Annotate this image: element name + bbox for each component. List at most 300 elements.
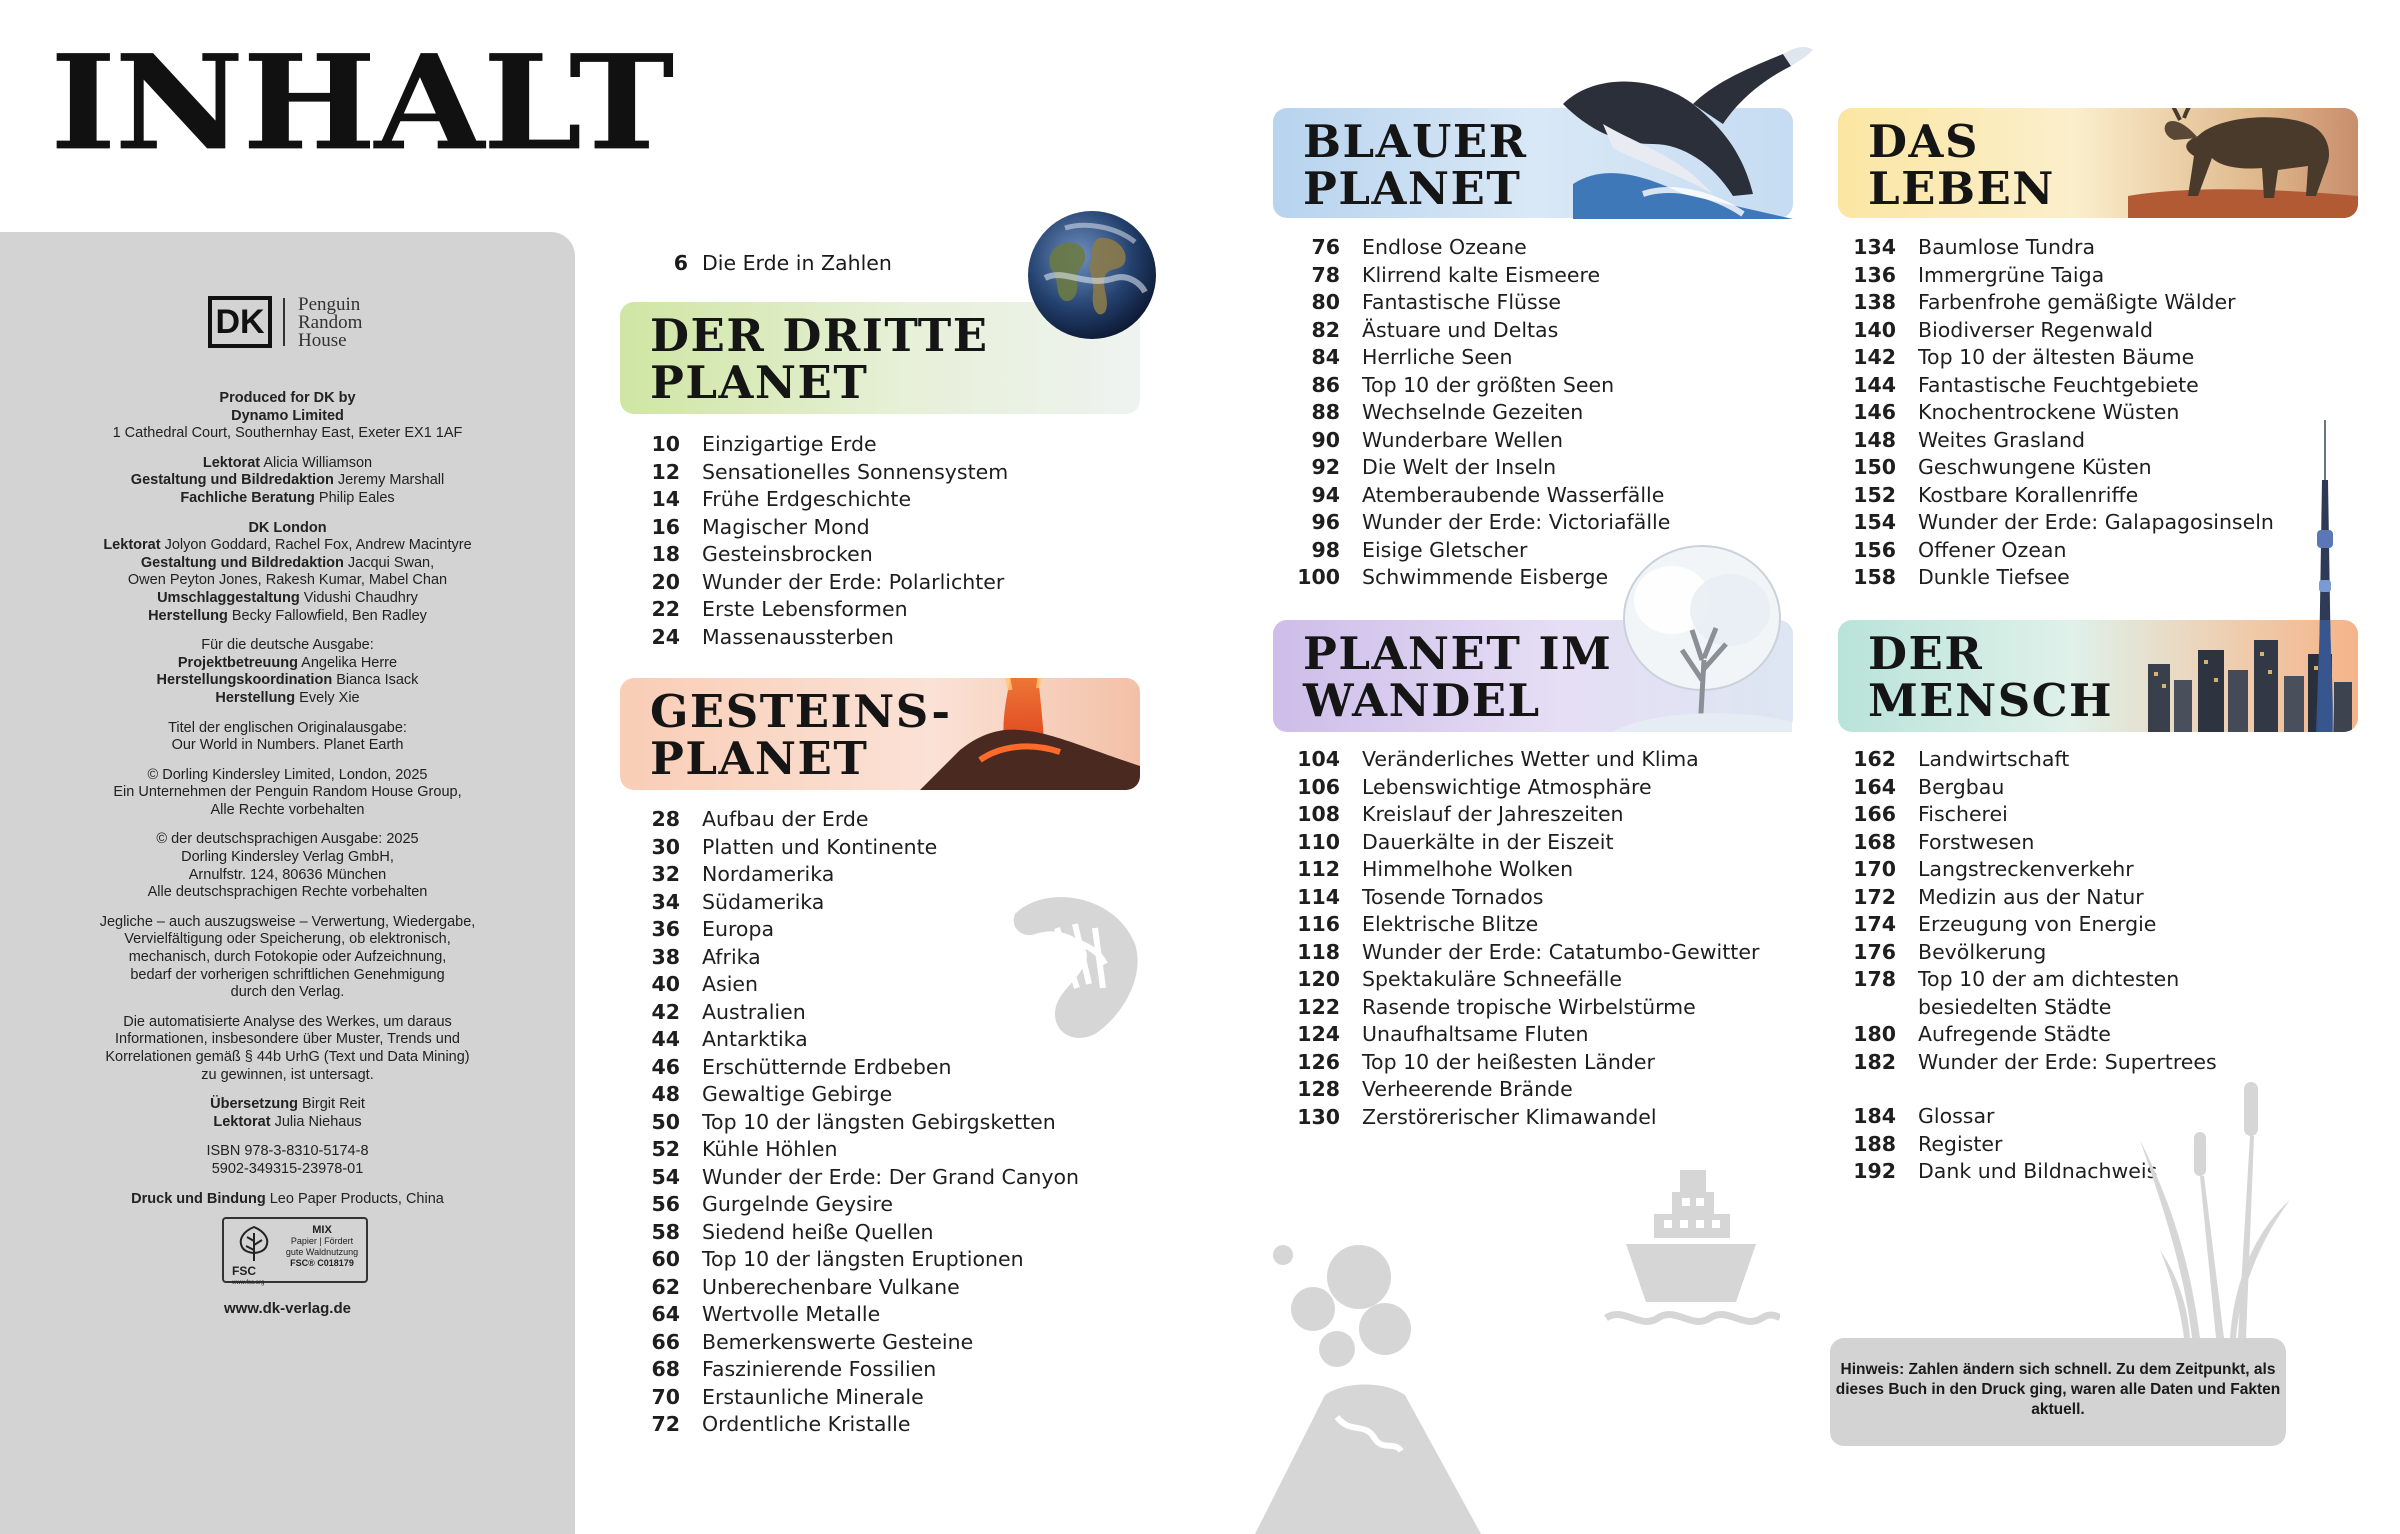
- imprint-line: [0, 490, 575, 508]
- toc-entry[interactable]: [1853, 774, 2217, 802]
- entry-title: Ästuare und Deltas: [1362, 317, 1559, 342]
- imprint-value: Philip Eales: [318, 489, 395, 506]
- imprint-value: Alle deutschsprachigen Rechte vorbehalten: [147, 884, 428, 901]
- imprint-value: Evely Xie: [299, 689, 360, 706]
- entry-title: Biodiverser Regenwald: [1918, 317, 2154, 342]
- imprint-value: zu gewinnen, ist untersagt.: [201, 1066, 374, 1083]
- page-number: 94: [1311, 482, 1340, 507]
- imprint-block: [0, 1191, 575, 1209]
- page-number: 50: [651, 1109, 680, 1134]
- toc-entry[interactable]: [1853, 372, 2274, 400]
- toc-entry[interactable]: [1853, 317, 2274, 345]
- page-number: 66: [651, 1329, 680, 1354]
- intro-entry[interactable]: [673, 250, 962, 278]
- page-number: 162: [1853, 747, 1896, 771]
- imprint-value: Informationen, insbesondere über Muster, Trends und: [115, 1031, 460, 1048]
- toc-entry[interactable]: [1853, 939, 2217, 967]
- page-number: 120: [1297, 967, 1340, 991]
- imprint-block: [0, 520, 575, 626]
- page-number: 100: [1297, 565, 1340, 589]
- toc-entry[interactable]: [1853, 454, 2274, 482]
- page-number: 88: [1311, 400, 1340, 424]
- note-text: Hinweis: Zahlen ändern sich schnell. Zu dem Zeitpunkt, als dieses Buch in den Druck ging, waren alle Daten und Fakten aktuell.: [1835, 1361, 2281, 1418]
- entry-title: Dauerkälte in der Eiszeit: [1362, 829, 1614, 854]
- toc-entry[interactable]: [1853, 289, 2274, 317]
- page-number: 154: [1853, 510, 1896, 534]
- imprint-value: Jegliche – auch auszugsweise – Verwertung, Wiedergabe,: [99, 913, 476, 930]
- toc-entry[interactable]: [1853, 1049, 2217, 1077]
- title-line: PLANET: [650, 356, 869, 409]
- imprint-value: Our World in Numbers. Planet Earth: [171, 737, 404, 754]
- entry-title: Landwirtschaft: [1918, 747, 2070, 771]
- imprint-line: [0, 520, 575, 538]
- entry-title: Antarktika: [702, 1027, 808, 1051]
- title-line: MENSCH: [1868, 674, 2114, 727]
- imprint-line: [0, 390, 575, 408]
- toc-entry[interactable]: [1311, 427, 1670, 455]
- page-number: 168: [1853, 829, 1896, 854]
- entry-title: Dank und Bildnachweis: [1918, 1159, 2158, 1183]
- entry-title: Kühle Höhlen: [702, 1137, 838, 1161]
- entry-title: Bevölkerung: [1918, 939, 2047, 964]
- imprint-role: Gestaltung und Bildredaktion: [130, 472, 334, 489]
- toc-entry[interactable]: [1853, 829, 2217, 857]
- imprint-value: Dorling Kindersley Verlag GmbH,: [181, 849, 394, 866]
- imprint-role: Herstellung: [215, 689, 296, 706]
- page-number: 38: [651, 944, 680, 969]
- imprint-line: [0, 984, 575, 1002]
- entry-title: Die Welt der Inseln: [1362, 455, 1557, 479]
- volcano-eruption-photo: [920, 678, 1140, 790]
- toc-entry[interactable]: [1297, 746, 1759, 774]
- page-number: 34: [651, 889, 680, 914]
- imprint-value: 5902-349315-23978-01: [211, 1160, 364, 1177]
- toc-entry[interactable]: [1311, 289, 1670, 317]
- imprint-value: Jolyon Goddard, Rachel Fox, Andrew Macintyre: [164, 537, 472, 554]
- dk-logo-mark: DK: [208, 296, 272, 348]
- toc-entry[interactable]: [1311, 399, 1670, 427]
- page-number: 62: [651, 1274, 680, 1299]
- entry-title: Register: [1918, 1131, 2003, 1156]
- toc-entry[interactable]: [651, 596, 1008, 624]
- imprint-line: [0, 931, 575, 949]
- page-number: 64: [651, 1302, 680, 1326]
- imprint-role: Umschlaggestaltung: [157, 589, 300, 606]
- toc-list-leben: [1853, 234, 2274, 592]
- section-title: [1868, 115, 2055, 215]
- page-number: 16: [651, 514, 680, 539]
- website-link[interactable]: www.dk-verlag.de: [224, 1300, 351, 1317]
- imprint-line: [0, 1191, 575, 1209]
- page-number: 60: [651, 1247, 680, 1271]
- toc-entry[interactable]: [1297, 829, 1759, 857]
- imprint-line: [0, 767, 575, 785]
- entry-title: Medizin aus der Natur: [1918, 884, 2144, 909]
- imprint-line: [0, 914, 575, 932]
- imprint-line: [0, 1049, 575, 1067]
- entry-title: Immergrüne Taiga: [1918, 262, 2105, 287]
- section-title: [1868, 627, 2114, 727]
- toc-entry[interactable]: [1853, 746, 2217, 774]
- toc-entry[interactable]: [1297, 856, 1759, 884]
- page-number: 14: [651, 487, 680, 511]
- toc-entry[interactable]: [651, 1054, 1079, 1082]
- page-number: 44: [651, 1027, 680, 1051]
- toc-entry[interactable]: [1311, 344, 1670, 372]
- toc-entry[interactable]: [1297, 1104, 1759, 1132]
- toc-entry[interactable]: [1297, 939, 1760, 967]
- entry-title: Weites Grasland: [1918, 427, 2086, 452]
- imprint-role: Gestaltung und Bildredaktion: [140, 554, 344, 571]
- toc-entry[interactable]: [651, 541, 1008, 569]
- imprint-role: DK London: [248, 519, 327, 536]
- imprint-line: [0, 572, 575, 590]
- entry-title: Top 10 der längsten Eruptionen: [702, 1247, 1024, 1271]
- toc-entry[interactable]: [1853, 856, 2217, 884]
- toc-entry[interactable]: [651, 1274, 1079, 1302]
- imprint-line: [0, 1114, 575, 1132]
- entry-title: Fischerei: [1918, 802, 2008, 826]
- toc-entry[interactable]: [1853, 482, 2274, 510]
- page-number: 182: [1853, 1049, 1896, 1074]
- entry-title: Top 10 der größten Seen: [1362, 372, 1615, 397]
- page-number: 156: [1853, 537, 1896, 562]
- entry-title: Lebenswichtige Atmosphäre: [1362, 774, 1652, 799]
- toc-entry[interactable]: [1853, 911, 2217, 939]
- imprint-value: ISBN 978-3-8310-5174-8: [206, 1143, 369, 1160]
- toc-entry[interactable]: [1311, 509, 1671, 537]
- entry-title: Wertvolle Metalle: [702, 1302, 881, 1326]
- imprint-value: Ein Unternehmen der Penguin Random House Group,: [113, 784, 462, 801]
- toc-entry[interactable]: [1853, 262, 2274, 290]
- page-number: 40: [651, 972, 680, 996]
- section-banner-mensch[interactable]: [1838, 620, 2358, 732]
- entry-title: Faszinierende Fossilien: [702, 1357, 937, 1381]
- imprint-value: Die automatisierte Analyse des Werkes, um daraus: [123, 1013, 452, 1030]
- title-line: PLANET IM: [1303, 627, 1613, 680]
- toc-entry[interactable]: [651, 431, 1008, 459]
- toc-entry[interactable]: [651, 1384, 1079, 1412]
- title-line: DAS: [1868, 115, 1979, 168]
- page-number: 158: [1853, 565, 1896, 589]
- entry-title: Siedend heiße Quellen: [702, 1219, 934, 1244]
- imprint-line: [0, 555, 575, 573]
- title-line: LEBEN: [1868, 162, 2055, 215]
- page-number: 134: [1853, 235, 1896, 259]
- imprint-role: Herstellungskoordination: [156, 672, 333, 689]
- publisher-line: Penguin: [298, 294, 361, 315]
- entry-title: Kostbare Korallenriffe: [1918, 482, 2139, 507]
- page-number: 178: [1853, 967, 1896, 991]
- imprint-value: 1 Cathedral Court, Southernhay East, Exeter EX1 1AF: [112, 425, 463, 442]
- page-number: 36: [651, 917, 680, 941]
- toc-entry[interactable]: [1297, 994, 1759, 1022]
- imprint-value: © Dorling Kindersley Limited, London, 2025: [147, 766, 428, 783]
- toc-entry[interactable]: [1311, 262, 1670, 290]
- toc-entry[interactable]: [651, 834, 1079, 862]
- imprint-role: Lektorat: [202, 454, 261, 471]
- toc-entry[interactable]: [1853, 966, 2217, 994]
- page-number: 164: [1853, 774, 1896, 799]
- entry-title: Platten und Kontinente: [702, 834, 938, 859]
- entry-title: Aufbau der Erde: [702, 807, 869, 831]
- page-number: 150: [1853, 455, 1896, 479]
- toc-entry[interactable]: [1853, 537, 2274, 565]
- toc-entry[interactable]: [1853, 234, 2274, 262]
- toc-entry[interactable]: [651, 459, 1009, 487]
- entry-title: Offener Ozean: [1918, 537, 2067, 562]
- toc-entry[interactable]: [651, 1136, 1079, 1164]
- entry-title: Die Erde in Zahlen: [702, 251, 892, 275]
- entry-title: Erzeugung von Energie: [1918, 912, 2157, 936]
- imprint-value: Jeremy Marshall: [337, 472, 445, 489]
- toc-entry[interactable]: [651, 1219, 1079, 1247]
- page-number: 54: [651, 1164, 680, 1189]
- toc-entry[interactable]: [1297, 1076, 1759, 1104]
- entry-title: Gurgelnde Geysire: [702, 1192, 893, 1216]
- reeds-icon: [2140, 1080, 2290, 1338]
- entry-title: Knochentrockene Wüsten: [1918, 400, 2180, 424]
- section-banner-leben[interactable]: [1838, 108, 2358, 218]
- entry-title: Fantastische Feuchtgebiete: [1918, 372, 2199, 397]
- entry-title: Elektrische Blitze: [1362, 912, 1539, 936]
- entry-title: Massenaussterben: [702, 624, 894, 649]
- toc-entry[interactable]: [651, 806, 1079, 834]
- toc-entry[interactable]: [1297, 1021, 1759, 1049]
- toc-entry[interactable]: [651, 569, 1008, 597]
- entry-title: Gesteinsbrocken: [702, 542, 873, 566]
- page-number: 48: [651, 1082, 680, 1106]
- imprint-line: [0, 537, 575, 555]
- toc-entry[interactable]: [651, 1356, 1079, 1384]
- imprint-value: Alle Rechte vorbehalten: [210, 801, 365, 818]
- entry-title: Forstwesen: [1918, 829, 2035, 854]
- page-number: 126: [1297, 1049, 1340, 1074]
- toc-entry[interactable]: [1918, 994, 2217, 1022]
- page-number: 114: [1297, 884, 1340, 909]
- entry-title: Glossar: [1918, 1104, 1995, 1128]
- reindeer-photo: [2128, 108, 2358, 218]
- page-number: 122: [1297, 994, 1340, 1019]
- toc-entry[interactable]: [1311, 317, 1670, 345]
- frosted-tree-photo: [1612, 540, 1792, 732]
- trilobite-icon: [985, 884, 1145, 1044]
- toc-entry[interactable]: [651, 1411, 1079, 1439]
- page-number: 86: [1311, 372, 1340, 397]
- imprint-value: © der deutschsprachigen Ausgabe: 2025: [156, 831, 419, 848]
- page-number: 80: [1311, 290, 1340, 314]
- imprint-block: [0, 767, 575, 820]
- note-box: [1830, 1338, 2286, 1446]
- page-number: 32: [651, 862, 680, 886]
- imprint-line: [0, 737, 575, 755]
- toc-entry[interactable]: [1311, 482, 1670, 510]
- entry-title: Nordamerika: [702, 862, 835, 886]
- entry-title: Unberechenbare Vulkane: [702, 1274, 960, 1299]
- section-title: [1303, 115, 1528, 215]
- page-number: 76: [1311, 235, 1340, 259]
- imprint-line: [0, 1143, 575, 1161]
- imprint-value: bedarf der vorherigen schriftlichen Genehmigung: [130, 966, 445, 983]
- toc-entry[interactable]: [1853, 427, 2274, 455]
- page-number: 30: [651, 834, 680, 859]
- title-line: GESTEINS-: [650, 685, 952, 738]
- entry-title: Spektakuläre Schneefälle: [1362, 967, 1622, 991]
- volcano-icon: [1255, 1245, 1481, 1534]
- title-line: PLANET: [650, 732, 869, 785]
- imprint-line: [0, 1014, 575, 1032]
- toc-entry[interactable]: [1853, 1021, 2217, 1049]
- page-number: 146: [1853, 400, 1896, 424]
- entry-title: Bemerkenswerte Gesteine: [702, 1329, 974, 1354]
- toc-entry[interactable]: [651, 1301, 1079, 1329]
- toc-entry[interactable]: [651, 624, 1008, 652]
- imprint-line: [0, 849, 575, 867]
- imprint-value: Alicia Williamson: [263, 454, 373, 471]
- entry-title: Bergbau: [1918, 774, 2005, 799]
- toc-entry[interactable]: [651, 1246, 1079, 1274]
- earth-globe-icon: [1025, 208, 1159, 342]
- page-number: 166: [1853, 802, 1896, 826]
- fsc-line: Papier | Fördert: [290, 1236, 354, 1246]
- page-number: 56: [651, 1192, 680, 1216]
- imprint-line: [0, 690, 575, 708]
- entry-title: Top 10 der längsten Gebirgsketten: [702, 1109, 1056, 1134]
- imprint-value: Jacqui Swan,: [347, 554, 435, 571]
- imprint-value: Owen Peyton Jones, Rakesh Kumar, Mabel Chan: [127, 572, 448, 589]
- toc-entry[interactable]: [651, 1191, 1079, 1219]
- toc-entry[interactable]: [651, 1164, 1080, 1192]
- toc-entry[interactable]: [651, 1109, 1079, 1137]
- page-number: 192: [1853, 1159, 1896, 1183]
- imprint-line: [0, 672, 575, 690]
- entry-title: Südamerika: [702, 889, 825, 914]
- imprint-block: [0, 455, 575, 508]
- imprint-role: Lektorat: [213, 1113, 271, 1130]
- entry-title: Atemberaubende Wasserfälle: [1362, 482, 1665, 507]
- entry-title: Afrika: [702, 944, 761, 969]
- page-number: 104: [1297, 747, 1340, 771]
- page-number: 58: [651, 1219, 680, 1244]
- entry-title: Frühe Erdgeschichte: [702, 487, 912, 511]
- imprint-block: [0, 637, 575, 707]
- entry-title: Asien: [702, 972, 759, 996]
- toc-entry[interactable]: [1853, 399, 2274, 427]
- imprint-line: [0, 408, 575, 426]
- imprint-role: Übersetzung: [210, 1096, 298, 1113]
- imprint-line: [0, 784, 575, 802]
- toc-entry[interactable]: [1297, 884, 1759, 912]
- tv-tower-photo: [2306, 420, 2344, 732]
- toc-entry[interactable]: [1297, 774, 1759, 802]
- toc-entry[interactable]: [1853, 344, 2274, 372]
- entry-title: Wunderbare Wellen: [1362, 427, 1563, 452]
- toc-entry[interactable]: [651, 514, 1008, 542]
- page-number: 84: [1311, 345, 1340, 369]
- title-line: WANDEL: [1303, 674, 1541, 727]
- section-title: [650, 685, 952, 785]
- section-banner-gestein[interactable]: [620, 678, 1140, 790]
- page-number: 28: [651, 807, 680, 831]
- toc-entry[interactable]: [1853, 509, 2274, 537]
- toc-entry[interactable]: [651, 1329, 1079, 1357]
- imprint-line: [0, 425, 575, 443]
- entry-title: Endlose Ozeane: [1362, 235, 1527, 259]
- entry-title: Top 10 der heißesten Länder: [1362, 1049, 1655, 1074]
- imprint-role: Druck und Bindung: [131, 1190, 266, 1207]
- page-number: 24: [651, 624, 680, 649]
- entry-title: Erstaunliche Minerale: [702, 1384, 924, 1409]
- page-number: 72: [651, 1412, 680, 1436]
- imprint-value: Leo Paper Products, China: [269, 1190, 444, 1207]
- imprint-line: [0, 1096, 575, 1114]
- entry-title: Aufregende Städte: [1918, 1022, 2111, 1046]
- toc-entry[interactable]: [1311, 454, 1670, 482]
- page-number: 138: [1853, 290, 1896, 314]
- imprint-value: Korrelationen gemäß § 44b UrhG (Text und Data Mining): [105, 1049, 470, 1065]
- entry-title: Wunder der Erde: Supertrees: [1918, 1049, 2217, 1074]
- toc-entry[interactable]: [1311, 372, 1670, 400]
- page-number: 78: [1311, 262, 1340, 287]
- page-number: 106: [1297, 774, 1340, 799]
- entry-title: Australien: [702, 999, 806, 1024]
- toc-entry[interactable]: [1297, 1049, 1759, 1077]
- toc-entry[interactable]: [1853, 564, 2274, 592]
- imprint-value: Angelika Herre: [301, 654, 398, 671]
- imprint-block: [0, 831, 575, 901]
- imprint-role: Lektorat: [103, 537, 161, 554]
- toc-entry[interactable]: [651, 1081, 1079, 1109]
- imprint-line: [0, 831, 575, 849]
- title-line: BLAUER: [1303, 115, 1528, 168]
- toc-entry[interactable]: [1297, 801, 1759, 829]
- entry-title: Veränderliches Wetter und Klima: [1362, 747, 1699, 771]
- page-number: 144: [1853, 372, 1896, 397]
- toc-entry[interactable]: [1853, 801, 2217, 829]
- toc-entry[interactable]: [1311, 234, 1670, 262]
- entry-title: Zerstörerischer Klimawandel: [1362, 1104, 1657, 1129]
- entry-title: Wunder der Erde: Polarlichter: [702, 569, 1005, 594]
- page-number: 184: [1853, 1104, 1896, 1128]
- toc-entry[interactable]: [1297, 966, 1759, 994]
- fsc-line: gute Waldnutzung: [285, 1247, 359, 1257]
- imprint-value: durch den Verlag.: [230, 984, 345, 1001]
- imprint-role: Projektbetreuung: [177, 654, 298, 671]
- entry-title: Wechselnde Gezeiten: [1362, 400, 1584, 424]
- dk-penguin-logo: [208, 296, 408, 352]
- page-number: 98: [1311, 537, 1340, 562]
- title-line: PLANET: [1303, 162, 1522, 215]
- imprint-value: Vervielfältigung oder Speicherung, ob elektronisch,: [124, 931, 451, 948]
- imprint-panel: [0, 232, 575, 1534]
- entry-title: besiedelten Städte: [1918, 994, 2112, 1019]
- toc-entry[interactable]: [1297, 911, 1759, 939]
- whale-breaching-photo: [1543, 44, 1823, 219]
- imprint-value: Becky Fallowfield, Ben Radley: [231, 607, 427, 624]
- imprint-block: [0, 1014, 575, 1084]
- imprint-block: [0, 720, 575, 755]
- imprint-value: mechanisch, durch Fotokopie oder Aufzeichnung,: [128, 949, 447, 966]
- page-number: 130: [1297, 1104, 1340, 1129]
- toc-entry[interactable]: [1853, 884, 2217, 912]
- entry-title: Fantastische Flüsse: [1362, 290, 1562, 314]
- toc-entry[interactable]: [651, 486, 1008, 514]
- page-number: 108: [1297, 802, 1340, 826]
- page-number: 174: [1853, 912, 1896, 936]
- imprint-line: [0, 949, 575, 967]
- imprint-line: [0, 720, 575, 738]
- entry-title: Gewaltige Gebirge: [702, 1082, 893, 1106]
